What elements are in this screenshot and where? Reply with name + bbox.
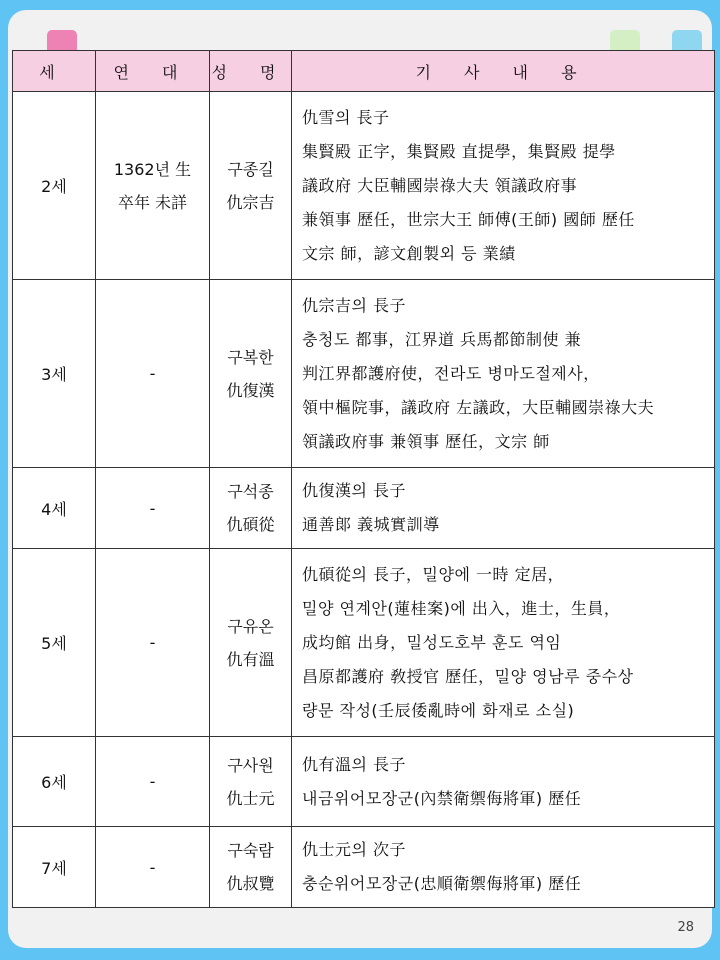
content-cell <box>292 468 715 549</box>
generation-cell: 7세 <box>13 827 96 908</box>
content-line: 仇士元의 次子 <box>302 840 407 859</box>
era-line: - <box>149 857 156 877</box>
header-content: 기 사 내 용 <box>292 51 715 92</box>
decorative-tab-green <box>610 30 640 52</box>
era-cell <box>96 549 210 737</box>
table-row <box>13 280 715 468</box>
generation-cell: 3세 <box>13 280 96 468</box>
name-hangul: 구복한 <box>227 347 274 367</box>
table-row <box>13 92 715 280</box>
header-era: 연 대 <box>96 51 210 92</box>
name-hanja: 仇叔覽 <box>226 874 275 893</box>
content-cell <box>292 92 715 280</box>
table-row <box>13 468 715 549</box>
content-line: 集賢殿 正字，集賢殿 直提學，集賢殿 提學 <box>302 141 616 161</box>
table-row <box>13 549 715 737</box>
name-hanja: 仇有溫 <box>226 649 275 669</box>
generation-cell: 2세 <box>13 92 96 280</box>
table-row <box>13 737 715 827</box>
content-cell <box>292 280 715 468</box>
content-line: 領議政府事 兼領事 歷任，文宗 師 <box>302 431 550 451</box>
content-line: 량문 작성(壬辰倭亂時에 화재로 소실) <box>302 700 575 720</box>
generation-cell: 4세 <box>13 468 96 549</box>
content-line: 領中樞院事，議政府 左議政，大臣輔國崇祿大夫 <box>302 397 655 417</box>
decorative-tab-pink <box>47 30 77 52</box>
content-line: 通善郞 義城實訓導 <box>302 515 440 534</box>
name-cell <box>210 827 292 908</box>
table-row <box>13 827 715 908</box>
generation-cell: 6세 <box>13 737 96 827</box>
era-line: 卒年 未詳 <box>117 192 188 212</box>
era-line: - <box>149 772 156 791</box>
content-line: 仇有溫의 長子 <box>302 754 407 774</box>
content-line: 仇碩從의 長子，밀양에 一時 定居， <box>302 564 565 584</box>
content-line: 成均館 出身，밀성도호부 훈도 역임 <box>302 632 562 652</box>
content-line: 仇雪의 長子 <box>302 107 390 127</box>
content-line: 충청도 都事，江界道 兵馬都節制使 兼 <box>302 329 582 349</box>
content-line: 議政府 大臣輔國崇祿大夫 領議政府事 <box>302 175 578 195</box>
era-cell <box>96 92 210 280</box>
genealogy-table <box>12 50 715 908</box>
era-cell <box>96 280 210 468</box>
name-hanja: 仇碩從 <box>226 515 275 534</box>
content-line: 仇復漢의 長子 <box>302 481 407 500</box>
header-name: 성 명 <box>210 51 292 92</box>
content-cell <box>292 827 715 908</box>
name-cell <box>210 92 292 280</box>
name-hanja: 仇宗吉 <box>226 192 275 212</box>
name-hangul: 구사원 <box>227 755 274 775</box>
name-cell <box>210 737 292 827</box>
era-cell <box>96 827 210 908</box>
name-cell <box>210 280 292 468</box>
name-hangul: 구종길 <box>227 159 274 179</box>
era-line: - <box>149 633 156 652</box>
era-line: - <box>149 364 156 383</box>
name-cell <box>210 549 292 737</box>
content-line: 충순위어모장군(忠順衛禦侮將軍) 歷任 <box>302 874 582 893</box>
era-cell <box>96 468 210 549</box>
name-hangul: 구유온 <box>227 616 274 636</box>
content-line: 昌原都護府 敎授官 歷任，밀양 영남루 중수상 <box>302 666 634 686</box>
table-header-row <box>13 51 715 92</box>
content-line: 仇宗吉의 長子 <box>302 295 407 315</box>
era-line: 1362년 生 <box>113 159 192 179</box>
content-cell <box>292 737 715 827</box>
content-line: 判江界都護府使，전라도 병마도절제사， <box>302 363 600 383</box>
name-hangul: 구숙람 <box>227 841 274 860</box>
era-line: - <box>149 498 156 518</box>
era-cell <box>96 737 210 827</box>
content-line: 밀양 연계안(蓮桂案)에 出入，進士，生員， <box>302 598 621 618</box>
generation-cell: 5세 <box>13 549 96 737</box>
content-cell <box>292 549 715 737</box>
page-number: 28 <box>677 920 694 935</box>
name-cell <box>210 468 292 549</box>
decorative-tab-blue <box>672 30 702 52</box>
name-hanja: 仇士元 <box>226 788 275 808</box>
content-line: 文宗 師，諺文創製외 등 業績 <box>302 243 516 263</box>
name-hangul: 구석종 <box>227 482 274 501</box>
header-generation: 세 <box>13 51 96 92</box>
content-line: 兼領事 歷任，世宗大王 師傅(王師) 國師 歷任 <box>302 209 635 229</box>
content-line: 내금위어모장군(內禁衛禦侮將軍) 歷任 <box>302 788 582 808</box>
name-hanja: 仇復漢 <box>226 380 275 400</box>
